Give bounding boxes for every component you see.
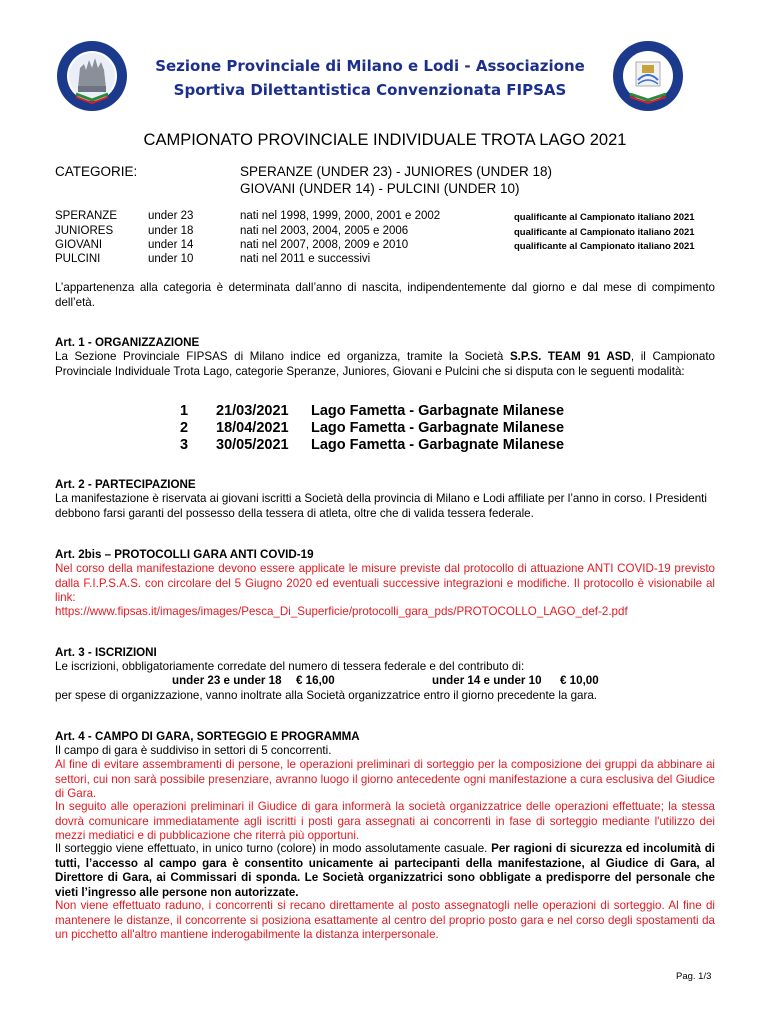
art4-heading: Art. 4 - CAMPO DI GARA, SORTEGGIO E PROGRAMMA (55, 730, 360, 743)
category-birth-years: nati nel 1998, 1999, 2000, 2001 e 2002 (240, 210, 441, 222)
categories-label: CATEGORIE: (55, 164, 138, 179)
art4-paragraph-3: In seguito alle operazioni preliminari il Giudice di gara informerà la società organizzatrice delle operazioni effettuate; la stessa dovrà comunicare immediatamente agli iscritti i posti gara assegnati ai concorrenti in fase di sorteggio mediante l'utilizzo dei mezzi mediatici e di pubblicazione che riterrà più opportuni. (55, 800, 715, 843)
art4-paragraph-4-normal: Il sorteggio viene effettuato, in unico turno (colore) in modo assolutamente casuale. (55, 842, 492, 855)
art1-text-part: La Sezione Provinciale FIPSAS di Milano indice ed organizza, tramite la Società (55, 350, 510, 363)
art1-text-part: , il Campionato Provinciale Individuale Trota Lago, categorie Speranze, Juniores, Giovani e Pulcini che si disputa con le seguenti modalità: (55, 350, 715, 378)
race-number: 3 (180, 437, 189, 453)
race-place: Lago Fametta - Garbagnate Milanese (311, 437, 565, 453)
category-name: PULCINI (55, 253, 101, 265)
art3-text-2: per spese di organizzazione, vanno inoltrate alla Società organizzatrice entro il giorno precedente la gara. (55, 689, 598, 702)
categories-summary-line-2: GIOVANI (UNDER 14) - PULCINI (UNDER 10) (240, 181, 520, 196)
category-age: under 18 (148, 225, 194, 237)
category-age: under 14 (148, 239, 194, 251)
art3-text-1: Le iscrizioni, obbligatoriamente corredate del numero di tessera federale e del contributo di: (55, 660, 525, 673)
category-birth-years: nati nel 2011 e successivi (240, 253, 371, 265)
category-birth-years: nati nel 2007, 2008, 2009 e 2010 (240, 239, 409, 251)
fee-a-value: € 16,00 (296, 674, 335, 687)
race-place: Lago Fametta - Garbagnate Milanese (311, 420, 565, 436)
art2bis-text: Nel corso della manifestazione devono essere applicate le misure previste dal protocollo di attuazione ANTI COVID-19 previsto dalla F.I.P.S.A.S. con circolare del 5 Giugno 2020 ed eventuali successive integrazioni e modifiche. Il protocollo è visionabile al link: (55, 562, 715, 605)
document-title: CAMPIONATO PROVINCIALE INDIVIDUALE TROTA LAGO 2021 (143, 131, 627, 149)
association-name-line-1: Sezione Provinciale di Milano e Lodi - Associazione (155, 57, 585, 75)
category-note: L’appartenenza alla categoria è determinata dall’anno di nascita, indipendentemente dal giorno e dal mese di compimento dell’età. (55, 281, 715, 309)
race-date: 30/05/2021 (216, 437, 289, 453)
category-age: under 23 (148, 210, 194, 222)
art4-paragraph-4-bold: Per ragioni di sicurezza ed incolumità di tutti, l’accesso al campo gara è consentito unicamente ai partecipanti della manifestazione, al Giudice di Gara, al Direttore di Gara, ai Commissari di sponda. Le Società organizzatrici sono obbligate a predisporre del personale che vieti l’ingresso alle persone non autorizzate. (55, 842, 715, 899)
fipsas-milano-lodi-logo-icon (612, 40, 684, 112)
association-name-line-2: Sportiva Dilettantistica Convenzionata FIPSAS (173, 81, 567, 99)
race-number: 2 (180, 420, 189, 436)
art4-paragraph-2: Al fine di evitare assembramenti di persone, le operazioni preliminari di sorteggio per la composizione dei gruppi da abbinare ai settori, cui non sarà possibile presenziare, avranno luogo il giorno antecedente ogni manifestazione a cura esclusiva del Giudice di Gara. (55, 758, 715, 801)
race-place: Lago Fametta - Garbagnate Milanese (311, 403, 565, 419)
art3-heading: Art. 3 - ISCRIZIONI (55, 646, 157, 659)
category-row (0, 210, 770, 225)
fee-row (0, 674, 770, 689)
race-date-row (0, 403, 770, 420)
fipsas-milano-logo-icon (56, 40, 128, 112)
category-name: GIOVANI (55, 239, 103, 251)
race-date-row (0, 437, 770, 454)
art2bis-heading: Art. 2bis – PROTOCOLLI GARA ANTI COVID-19 (55, 548, 314, 561)
category-birth-years: nati nel 2003, 2004, 2005 e 2006 (240, 225, 409, 237)
page-number: Pag. 1/3 (676, 971, 712, 982)
organizer-name: S.P.S. TEAM 91 ASD (509, 350, 631, 363)
category-name: SPERANZE (55, 210, 117, 222)
art2-text: La manifestazione è riservata ai giovani iscritti a Società della provincia di Milano e Lodi affiliate per l’anno in corso. I Presidenti debbono farsi garanti del possesso della tessera di atleta, oltre che di valida tessera federale. (55, 492, 707, 520)
art4-paragraph-4 (55, 842, 715, 900)
fee-b-value: € 10,00 (560, 674, 599, 687)
category-qualification: qualificante al Campionato italiano 2021 (514, 241, 695, 252)
categories-summary-line-1: SPERANZE (UNDER 23) - JUNIORES (UNDER 18) (240, 164, 553, 179)
race-date: 21/03/2021 (216, 403, 289, 419)
race-date: 18/04/2021 (216, 420, 289, 436)
race-date-row (0, 420, 770, 437)
art4-paragraph-5: Non viene effettuato raduno, i concorrenti si recano direttamente al posto assegnatogli nelle operazioni di sorteggio. Al fine di mantenere le distanze, il concorrente si posiziona esattamente al centro del proprio posto gara e nel corso degli spostamenti da un picchetto all'altro mantiene inderogabilmente la distanza interpersonale. (55, 899, 715, 942)
category-row (0, 225, 770, 240)
category-qualification: qualificante al Campionato italiano 2021 (514, 227, 695, 238)
category-row (0, 253, 770, 268)
fee-b-label: under 14 e under 10 (432, 674, 542, 687)
art1-text (55, 350, 715, 379)
art4-paragraph-1: Il campo di gara è suddiviso in settori di 5 concorrenti. (55, 744, 332, 757)
race-number: 1 (180, 403, 189, 419)
art1-heading: Art. 1 - ORGANIZZAZIONE (55, 336, 200, 349)
art2-heading: Art. 2 - PARTECIPAZIONE (55, 478, 196, 491)
fee-a-label: under 23 e under 18 (172, 674, 282, 687)
category-qualification: qualificante al Campionato italiano 2021 (514, 212, 695, 223)
category-row (0, 239, 770, 254)
category-age: under 10 (148, 253, 194, 265)
protocol-link[interactable]: https://www.fipsas.it/images/images/Pesca_Di_Superficie/protocolli_gara_pds/PROTOCOLLO_LAGO_def-2.pdf (55, 605, 628, 618)
category-name: JUNIORES (55, 225, 114, 237)
